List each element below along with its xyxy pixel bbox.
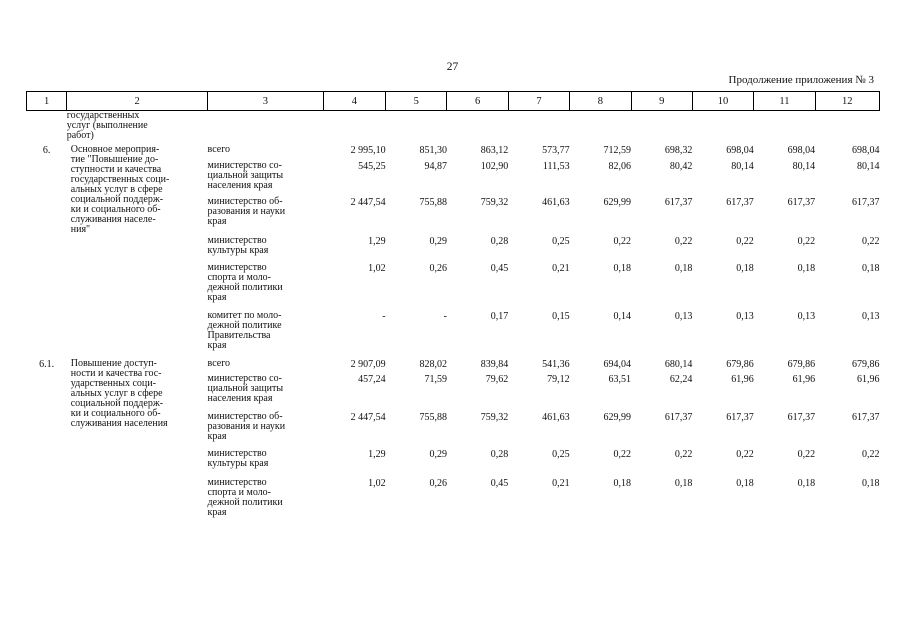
value-cell: 698,32 — [664, 145, 693, 156]
value-cell: 0,22 — [613, 236, 632, 247]
value-cell: 0,18 — [613, 478, 632, 489]
continued-text: государственных услуг (выполнение работ) — [66, 110, 148, 141]
measure-name — [67, 478, 208, 526]
value-cell: 617,37 — [664, 197, 693, 208]
value-cell: 629,99 — [603, 197, 632, 208]
value-cell: 61,96 — [857, 374, 880, 385]
table-row — [27, 449, 880, 478]
funding-source: всего — [207, 358, 231, 369]
value-cell: 0,21 — [552, 478, 570, 489]
value-cell: 0,18 — [797, 478, 816, 489]
table-row — [27, 478, 880, 526]
value-cell: 0,22 — [797, 449, 816, 460]
table-row — [27, 263, 880, 311]
value-cell: 461,63 — [542, 412, 570, 423]
funding-source: министерство культуры края — [207, 448, 269, 469]
value-cell: 0,22 — [736, 449, 754, 460]
value-cell: 0,17 — [490, 311, 509, 322]
value-cell: 0,29 — [429, 236, 447, 247]
column-header: 9 — [631, 92, 692, 111]
value-cell: 82,06 — [608, 161, 632, 172]
value-cell: 61,96 — [792, 374, 816, 385]
row-number — [27, 478, 67, 526]
value-cell: 1,02 — [368, 478, 386, 489]
value-cell: 0,13 — [674, 311, 693, 322]
value-cell: 545,25 — [358, 161, 386, 172]
value-cell: 80,42 — [669, 161, 693, 172]
value-cell: 0,22 — [674, 449, 693, 460]
row-number — [27, 311, 67, 359]
value-cell: 629,99 — [603, 412, 632, 423]
value-cell: 0,22 — [862, 236, 880, 247]
value-cell: 457,24 — [358, 374, 386, 385]
value-cell: 80,14 — [731, 161, 754, 172]
value-cell: 0,18 — [613, 263, 632, 274]
column-header: 8 — [570, 92, 631, 111]
value-cell: - — [382, 311, 386, 322]
value-cell: 828,02 — [419, 359, 447, 370]
table-row — [27, 236, 880, 263]
measure-name — [67, 144, 208, 235]
table-row — [27, 359, 880, 374]
value-cell: 0,25 — [552, 449, 570, 460]
column-header: 7 — [508, 92, 569, 111]
value-cell: 617,37 — [664, 412, 693, 423]
row-number: 6.1. — [39, 359, 55, 370]
value-cell: 617,37 — [787, 412, 816, 423]
value-cell: 0,22 — [736, 236, 754, 247]
value-cell: 0,29 — [429, 449, 447, 460]
value-cell: 839,84 — [480, 359, 509, 370]
value-cell: 712,59 — [603, 145, 632, 156]
table-row — [27, 311, 880, 359]
value-cell: 617,37 — [726, 412, 754, 423]
value-cell: 2 447,54 — [350, 197, 386, 208]
value-cell: 61,96 — [731, 374, 754, 385]
value-cell: 679,86 — [726, 359, 754, 370]
value-cell: 0,25 — [552, 236, 570, 247]
value-cell: 680,14 — [664, 359, 693, 370]
value-cell: 759,32 — [480, 197, 509, 208]
continuation-label: Продолжение приложения № 3 — [728, 74, 874, 86]
column-header: 2 — [67, 92, 208, 111]
value-cell: 0,45 — [490, 263, 509, 274]
measure-name — [67, 263, 208, 311]
value-cell: 0,18 — [674, 478, 693, 489]
value-cell: 0,28 — [490, 236, 509, 247]
funding-source: министерство об- разования и науки края — [207, 411, 286, 442]
measure-name — [67, 236, 208, 263]
value-cell: 541,36 — [542, 359, 570, 370]
column-header: 10 — [692, 92, 753, 111]
value-cell: 0,28 — [490, 449, 509, 460]
value-cell: 79,12 — [547, 374, 570, 385]
row-number — [27, 412, 67, 449]
value-cell: 0,13 — [862, 311, 880, 322]
value-cell: 0,13 — [736, 311, 754, 322]
value-cell: 755,88 — [419, 412, 447, 423]
funding-source: министерство со- циальной защиты населения края — [207, 373, 284, 404]
funding-source: всего — [207, 144, 231, 155]
funding-source: министерство спорта и моло- дежной политики края — [207, 262, 283, 303]
value-cell: 71,59 — [424, 374, 447, 385]
value-cell: 2 995,10 — [350, 145, 386, 156]
value-cell: 62,24 — [669, 374, 693, 385]
row-number — [27, 374, 67, 412]
value-cell: 863,12 — [480, 145, 509, 156]
value-cell: 0,18 — [736, 478, 754, 489]
value-cell: 0,18 — [862, 478, 880, 489]
value-cell: 1,29 — [368, 449, 386, 460]
value-cell: 617,37 — [852, 197, 880, 208]
row-number — [27, 236, 67, 263]
value-cell: 759,32 — [480, 412, 509, 423]
column-header: 1 — [27, 92, 67, 111]
data-table — [26, 91, 880, 526]
value-cell: 0,21 — [552, 263, 570, 274]
value-cell: 1,02 — [368, 263, 386, 274]
value-cell: 698,04 — [726, 145, 754, 156]
value-cell: 698,04 — [787, 145, 816, 156]
value-cell: 0,26 — [429, 478, 447, 489]
column-header: 11 — [754, 92, 815, 111]
value-cell: 0,22 — [862, 449, 880, 460]
value-cell: 0,45 — [490, 478, 509, 489]
measure-name — [67, 311, 208, 359]
value-cell: - — [443, 311, 447, 322]
funding-source: министерство со- циальной защиты населения края — [207, 160, 284, 191]
row-number — [27, 161, 67, 197]
row-number — [27, 263, 67, 311]
value-cell: 573,77 — [542, 145, 570, 156]
measure-name-text: Основное мероприя- тие "Повышение до- ступности и качества государственных соци- альных услуг в сфере социальной поддерж- ки и социального об- служивания населе- ния" — [70, 144, 170, 235]
value-cell: 617,37 — [726, 197, 754, 208]
value-cell: 461,63 — [542, 197, 570, 208]
column-header: 6 — [447, 92, 508, 111]
value-cell: 0,18 — [674, 263, 693, 274]
funding-source: министерство спорта и моло- дежной политики края — [207, 477, 283, 518]
value-cell: 79,62 — [485, 374, 509, 385]
column-header: 12 — [815, 92, 879, 111]
value-cell: 679,86 — [852, 359, 880, 370]
column-number-row — [27, 92, 880, 111]
value-cell: 0,18 — [736, 263, 754, 274]
value-cell: 0,13 — [797, 311, 816, 322]
funding-source: комитет по моло- дежной политике Правительства края — [207, 310, 282, 351]
value-cell: 617,37 — [852, 412, 880, 423]
value-cell: 698,04 — [852, 145, 880, 156]
table-row — [27, 145, 880, 161]
value-cell: 80,14 — [792, 161, 816, 172]
row-number — [27, 197, 67, 236]
value-cell: 0,22 — [674, 236, 693, 247]
value-cell: 755,88 — [419, 197, 447, 208]
measure-name-text: Повышение доступ- ности и качества гос- ударственных соци- альных услуг в сфере социальной поддерж- ки и социального об- служивания населения — [70, 358, 168, 429]
value-cell: 0,26 — [429, 263, 447, 274]
value-cell: 0,22 — [797, 236, 816, 247]
value-cell: 2 447,54 — [350, 412, 386, 423]
measure-name — [67, 358, 208, 429]
row-number — [27, 449, 67, 478]
value-cell: 851,30 — [419, 145, 447, 156]
value-cell: 0,15 — [552, 311, 570, 322]
value-cell: 2 907,09 — [350, 359, 386, 370]
page-number: 27 — [446, 61, 459, 73]
value-cell: 1,29 — [368, 236, 386, 247]
funding-source: министерство об- разования и науки края — [207, 196, 286, 227]
measure-name — [67, 449, 208, 478]
value-cell: 694,04 — [603, 359, 632, 370]
column-header: 4 — [323, 92, 385, 111]
value-cell: 0,14 — [613, 311, 632, 322]
value-cell: 0,22 — [613, 449, 632, 460]
column-header: 5 — [386, 92, 447, 111]
value-cell: 0,18 — [862, 263, 880, 274]
value-cell: 94,87 — [424, 161, 447, 172]
value-cell: 63,51 — [608, 374, 632, 385]
value-cell: 102,90 — [480, 161, 509, 172]
column-header: 3 — [208, 92, 324, 111]
value-cell: 0,18 — [797, 263, 816, 274]
value-cell: 111,53 — [542, 161, 570, 172]
value-cell: 617,37 — [787, 197, 816, 208]
value-cell: 679,86 — [787, 359, 816, 370]
funding-source: министерство культуры края — [207, 235, 269, 256]
continued-row — [27, 111, 880, 146]
row-number: 6. — [42, 145, 51, 156]
value-cell: 80,14 — [857, 161, 880, 172]
